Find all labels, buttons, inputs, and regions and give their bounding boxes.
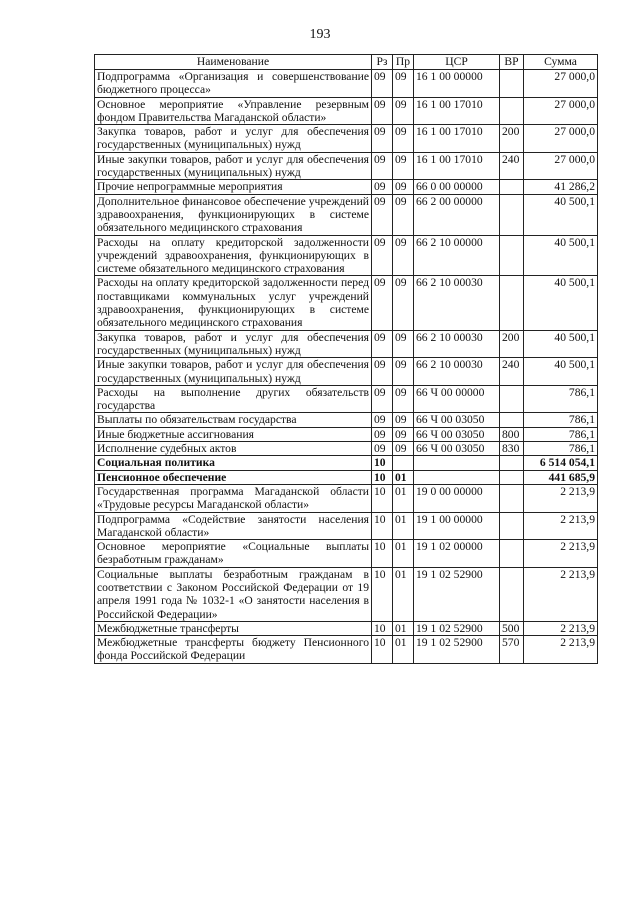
cell-sum: 40 500,1 xyxy=(524,358,598,386)
cell-name: Расходы на оплату кредиторской задолженности перед поставщиками коммунальных услуг учреждений здравоохранения, функционирующих в системе обязательного медицинского страхования xyxy=(95,276,372,330)
table-row xyxy=(95,330,598,358)
cell-name: Государственная программа Магаданской области «Трудовые ресурсы Магаданской области» xyxy=(95,484,372,512)
cell-name: Пенсионное обеспечение xyxy=(95,470,372,484)
cell-pr: 09 xyxy=(393,276,414,330)
cell-name: Прочие непрограммные мероприятия xyxy=(95,180,372,194)
cell-pr: 09 xyxy=(393,330,414,358)
cell-csr: 19 1 02 52900 xyxy=(414,621,500,635)
cell-sum: 786,1 xyxy=(524,442,598,456)
cell-pr: 01 xyxy=(393,484,414,512)
cell-csr xyxy=(414,470,500,484)
cell-name: Подпрограмма «Содействие занятости населения Магаданской области» xyxy=(95,512,372,540)
cell-vr: 240 xyxy=(500,152,524,180)
cell-vr xyxy=(500,235,524,276)
cell-rz: 09 xyxy=(372,97,393,125)
cell-rz: 09 xyxy=(372,413,393,427)
cell-name: Иные закупки товаров, работ и услуг для обеспечения государственных (муниципальных) нужд xyxy=(95,152,372,180)
cell-sum: 40 500,1 xyxy=(524,235,598,276)
cell-vr xyxy=(500,456,524,470)
cell-vr: 240 xyxy=(500,358,524,386)
cell-name: Расходы на оплату кредиторской задолженности учреждений здравоохранения, функционирующих в системе обязательного медицинского страхования xyxy=(95,235,372,276)
cell-sum: 6 514 054,1 xyxy=(524,456,598,470)
header-pr: Пр xyxy=(393,55,414,70)
table-row xyxy=(95,180,598,194)
cell-sum: 27 000,0 xyxy=(524,125,598,153)
cell-vr: 800 xyxy=(500,427,524,441)
cell-pr: 09 xyxy=(393,427,414,441)
table-row xyxy=(95,567,598,621)
cell-pr: 01 xyxy=(393,470,414,484)
cell-vr: 830 xyxy=(500,442,524,456)
budget-table xyxy=(94,54,598,664)
cell-csr: 66 2 00 00000 xyxy=(414,194,500,235)
header-csr: ЦСР xyxy=(414,55,500,70)
cell-csr: 66 2 10 00030 xyxy=(414,276,500,330)
cell-rz: 10 xyxy=(372,470,393,484)
cell-sum: 2 213,9 xyxy=(524,540,598,568)
cell-sum: 2 213,9 xyxy=(524,512,598,540)
table-row xyxy=(95,276,598,330)
cell-rz: 10 xyxy=(372,621,393,635)
cell-name: Основное мероприятие «Управление резервным фондом Правительства Магаданской области» xyxy=(95,97,372,125)
cell-csr xyxy=(414,456,500,470)
table-row xyxy=(95,636,598,664)
cell-csr: 66 2 10 00030 xyxy=(414,330,500,358)
cell-csr: 16 1 00 00000 xyxy=(414,70,500,98)
cell-rz: 09 xyxy=(372,180,393,194)
cell-pr: 09 xyxy=(393,413,414,427)
cell-rz: 10 xyxy=(372,540,393,568)
cell-name: Социальные выплаты безработным гражданам в соответствии с Законом Российской Федерации от 19 апреля 1991 года № 1032-1 «О занятости населения в Российской Федерации» xyxy=(95,567,372,621)
cell-vr: 200 xyxy=(500,330,524,358)
page-number: 193 xyxy=(309,27,331,42)
cell-rz: 09 xyxy=(372,194,393,235)
cell-rz: 10 xyxy=(372,512,393,540)
table-row xyxy=(95,385,598,413)
cell-vr xyxy=(500,512,524,540)
table-header-row xyxy=(95,55,598,70)
header-vr: ВР xyxy=(500,55,524,70)
cell-name: Подпрограмма «Организация и совершенствование бюджетного процесса» xyxy=(95,70,372,98)
table-row xyxy=(95,152,598,180)
cell-vr xyxy=(500,470,524,484)
cell-sum: 2 213,9 xyxy=(524,484,598,512)
cell-sum: 2 213,9 xyxy=(524,621,598,635)
cell-vr xyxy=(500,567,524,621)
table-row xyxy=(95,442,598,456)
cell-vr xyxy=(500,194,524,235)
cell-csr: 16 1 00 17010 xyxy=(414,97,500,125)
cell-name: Расходы на выполнение других обязательств государства xyxy=(95,385,372,413)
cell-name: Исполнение судебных актов xyxy=(95,442,372,456)
table-row xyxy=(95,540,598,568)
cell-pr: 01 xyxy=(393,567,414,621)
cell-sum: 786,1 xyxy=(524,427,598,441)
cell-csr: 66 Ч 00 00000 xyxy=(414,385,500,413)
cell-vr xyxy=(500,540,524,568)
table-row xyxy=(95,413,598,427)
cell-rz: 10 xyxy=(372,456,393,470)
cell-csr: 19 0 00 00000 xyxy=(414,484,500,512)
cell-sum: 2 213,9 xyxy=(524,567,598,621)
cell-csr: 19 1 02 00000 xyxy=(414,540,500,568)
header-name: Наименование xyxy=(95,55,372,70)
cell-vr xyxy=(500,97,524,125)
table-row xyxy=(95,512,598,540)
cell-pr: 09 xyxy=(393,235,414,276)
table-row xyxy=(95,125,598,153)
cell-pr: 09 xyxy=(393,125,414,153)
cell-csr: 66 Ч 00 03050 xyxy=(414,427,500,441)
cell-pr: 09 xyxy=(393,70,414,98)
header-rz: Рз xyxy=(372,55,393,70)
table-row xyxy=(95,484,598,512)
cell-sum: 786,1 xyxy=(524,413,598,427)
cell-rz: 09 xyxy=(372,330,393,358)
cell-csr: 66 2 10 00030 xyxy=(414,358,500,386)
table-row xyxy=(95,427,598,441)
cell-name: Межбюджетные трансферты бюджету Пенсионного фонда Российской Федерации xyxy=(95,636,372,664)
cell-csr: 19 1 02 52900 xyxy=(414,636,500,664)
cell-rz: 09 xyxy=(372,235,393,276)
cell-csr: 66 Ч 00 03050 xyxy=(414,442,500,456)
table-row xyxy=(95,97,598,125)
cell-sum: 40 500,1 xyxy=(524,194,598,235)
cell-vr xyxy=(500,484,524,512)
cell-csr: 66 2 10 00000 xyxy=(414,235,500,276)
cell-rz: 09 xyxy=(372,152,393,180)
cell-name: Дополнительное финансовое обеспечение учреждений здравоохранения, функционирующих в системе обязательного медицинского страхования xyxy=(95,194,372,235)
cell-vr: 570 xyxy=(500,636,524,664)
cell-sum: 441 685,9 xyxy=(524,470,598,484)
cell-csr: 16 1 00 17010 xyxy=(414,152,500,180)
cell-name: Иные бюджетные ассигнования xyxy=(95,427,372,441)
cell-vr xyxy=(500,276,524,330)
cell-pr: 09 xyxy=(393,97,414,125)
cell-vr: 500 xyxy=(500,621,524,635)
cell-vr xyxy=(500,413,524,427)
cell-sum: 40 500,1 xyxy=(524,276,598,330)
cell-pr: 09 xyxy=(393,385,414,413)
cell-pr: 09 xyxy=(393,194,414,235)
cell-csr: 19 1 00 00000 xyxy=(414,512,500,540)
cell-vr xyxy=(500,385,524,413)
cell-rz: 09 xyxy=(372,70,393,98)
cell-rz: 09 xyxy=(372,385,393,413)
cell-name: Основное мероприятие «Социальные выплаты безработным гражданам» xyxy=(95,540,372,568)
cell-pr: 01 xyxy=(393,540,414,568)
cell-csr: 19 1 02 52900 xyxy=(414,567,500,621)
cell-sum: 27 000,0 xyxy=(524,152,598,180)
table-row xyxy=(95,470,598,484)
cell-rz: 09 xyxy=(372,358,393,386)
cell-pr: 09 xyxy=(393,442,414,456)
cell-pr: 09 xyxy=(393,152,414,180)
cell-rz: 10 xyxy=(372,567,393,621)
cell-pr: 01 xyxy=(393,621,414,635)
cell-rz: 09 xyxy=(372,427,393,441)
cell-rz: 09 xyxy=(372,276,393,330)
cell-csr: 66 0 00 00000 xyxy=(414,180,500,194)
table-row xyxy=(95,456,598,470)
cell-pr xyxy=(393,456,414,470)
cell-sum: 786,1 xyxy=(524,385,598,413)
table-row xyxy=(95,621,598,635)
cell-pr: 09 xyxy=(393,180,414,194)
cell-name: Закупка товаров, работ и услуг для обеспечения государственных (муниципальных) нужд xyxy=(95,125,372,153)
table-row xyxy=(95,358,598,386)
cell-rz: 10 xyxy=(372,636,393,664)
table-row xyxy=(95,194,598,235)
cell-name: Межбюджетные трансферты xyxy=(95,621,372,635)
header-sum: Сумма xyxy=(524,55,598,70)
cell-sum: 2 213,9 xyxy=(524,636,598,664)
cell-rz: 10 xyxy=(372,484,393,512)
cell-rz: 09 xyxy=(372,442,393,456)
cell-sum: 41 286,2 xyxy=(524,180,598,194)
cell-pr: 01 xyxy=(393,512,414,540)
cell-sum: 40 500,1 xyxy=(524,330,598,358)
cell-name: Закупка товаров, работ и услуг для обеспечения государственных (муниципальных) нужд xyxy=(95,330,372,358)
cell-vr: 200 xyxy=(500,125,524,153)
cell-vr xyxy=(500,70,524,98)
table-row xyxy=(95,70,598,98)
table-row xyxy=(95,235,598,276)
cell-csr: 16 1 00 17010 xyxy=(414,125,500,153)
cell-rz: 09 xyxy=(372,125,393,153)
cell-name: Социальная политика xyxy=(95,456,372,470)
cell-pr: 09 xyxy=(393,358,414,386)
cell-sum: 27 000,0 xyxy=(524,97,598,125)
cell-vr xyxy=(500,180,524,194)
cell-sum: 27 000,0 xyxy=(524,70,598,98)
cell-name: Иные закупки товаров, работ и услуг для обеспечения государственных (муниципальных) нужд xyxy=(95,358,372,386)
cell-csr: 66 Ч 00 03050 xyxy=(414,413,500,427)
cell-pr: 01 xyxy=(393,636,414,664)
cell-name: Выплаты по обязательствам государства xyxy=(95,413,372,427)
